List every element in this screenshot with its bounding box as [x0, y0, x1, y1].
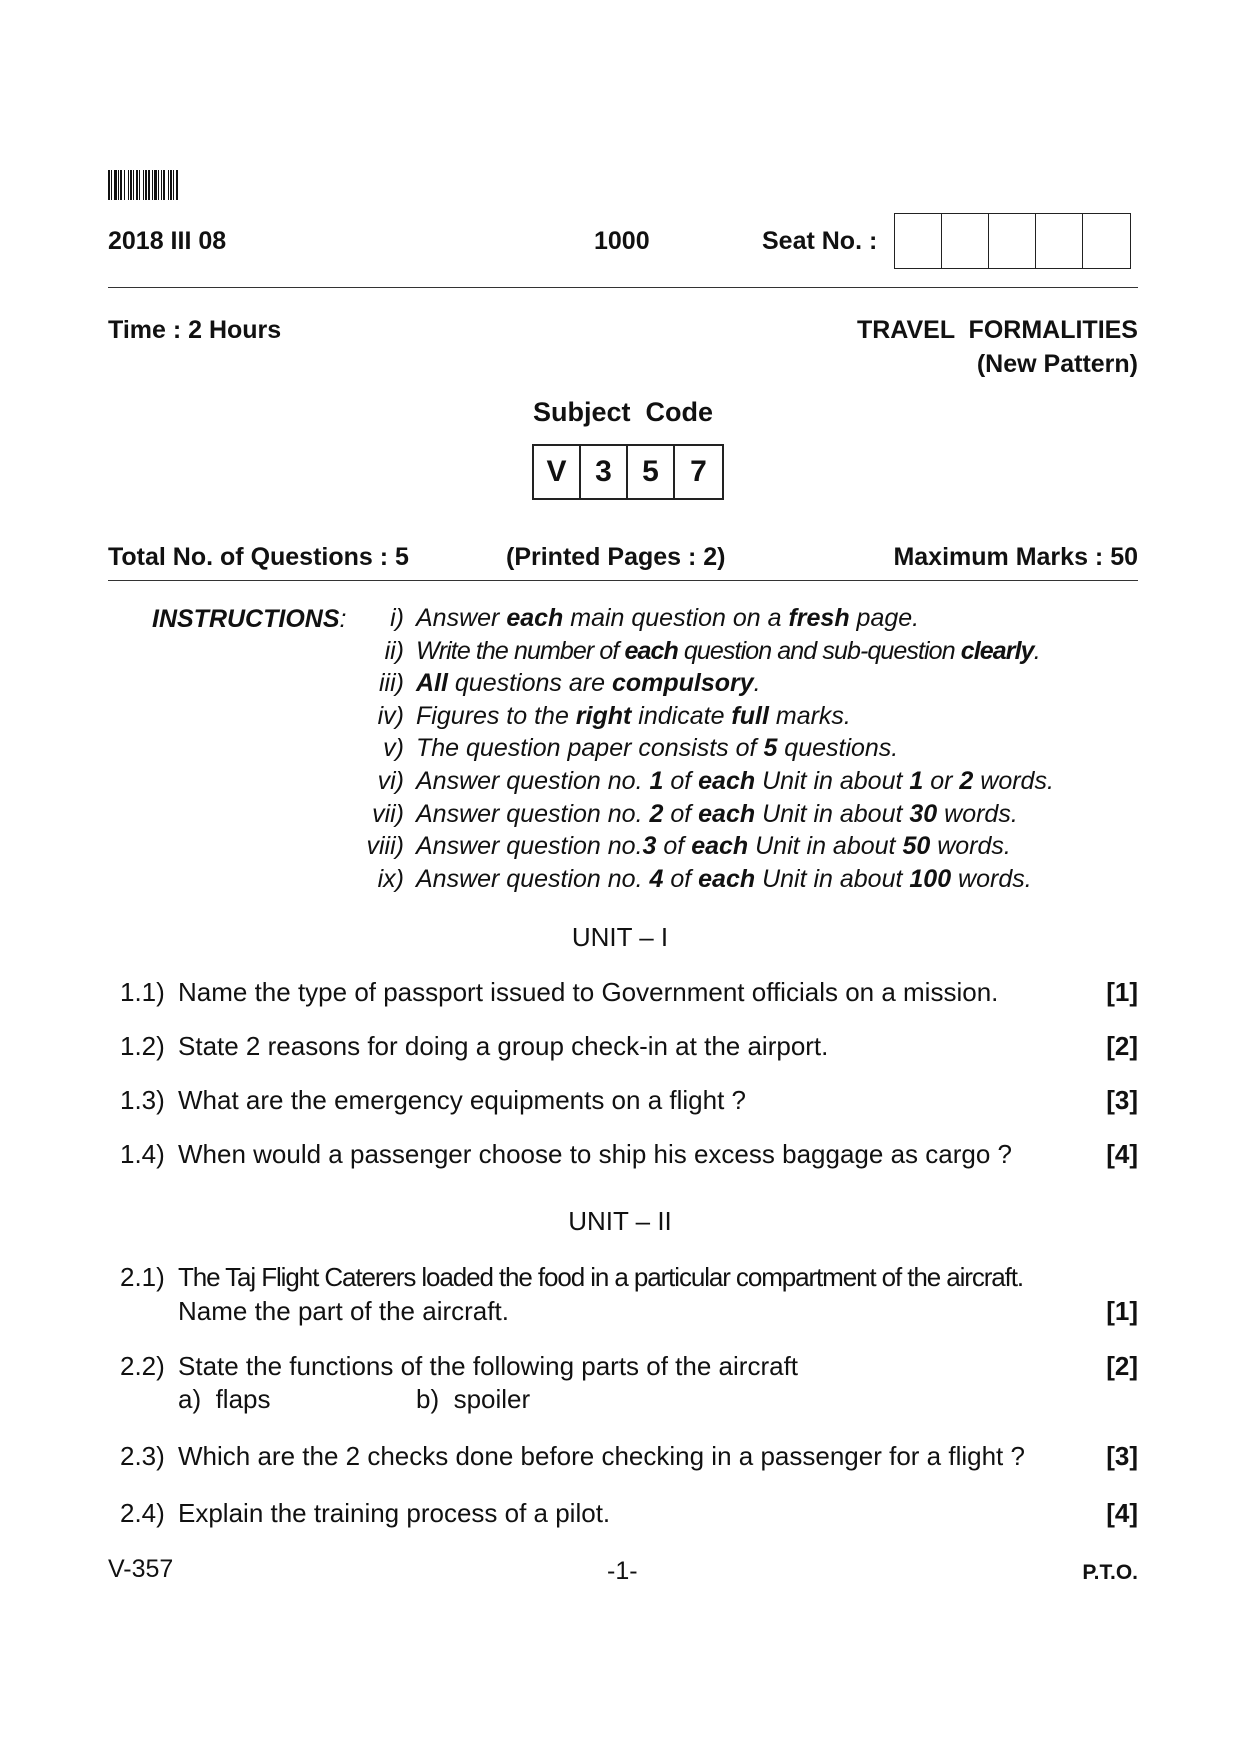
instruction-fragment: Answer: [416, 604, 507, 632]
instruction-emphasis: each: [506, 604, 564, 632]
question-text: State 2 reasons for doing a group check-in at the airport.: [178, 1031, 829, 1061]
instruction-item: [0, 767, 1240, 799]
instruction-text: [416, 767, 1054, 796]
instruction-emphasis: 100: [909, 864, 952, 893]
maximum-marks: Maximum Marks : 50: [893, 543, 1138, 571]
instruction-fragment: Write the number of: [416, 636, 625, 665]
seat-number-box[interactable]: [1036, 214, 1083, 268]
seat-number-box[interactable]: [989, 214, 1036, 268]
question-text: When would a passenger choose to ship his excess baggage as cargo ?: [178, 1139, 1012, 1169]
instruction-text: [416, 637, 1040, 666]
option-a: a) flaps: [178, 1384, 271, 1414]
instruction-fragment: of: [663, 799, 699, 828]
seat-number-box[interactable]: [895, 214, 942, 268]
subject-code-char: 3: [581, 446, 628, 498]
instruction-fragment: .: [753, 669, 761, 698]
instruction-text: [416, 832, 1011, 861]
subject-code-boxes: [532, 444, 724, 500]
totals-divider: [108, 580, 1138, 581]
header-divider: [108, 287, 1138, 288]
instruction-number: viii): [366, 832, 404, 861]
subject-code-char: V: [534, 446, 581, 498]
instruction-fragment: Answer question no.: [416, 767, 650, 795]
page-number: -1-: [607, 1557, 638, 1585]
seat-number-boxes[interactable]: [894, 213, 1131, 269]
instruction-text: [416, 604, 919, 633]
instruction-item: [0, 604, 1240, 636]
paper-code: 2018 III 08: [108, 227, 227, 255]
question-text: The Taj Flight Caterers loaded the food in a particular compartment of the aircraft.: [178, 1262, 1024, 1292]
instruction-fragment: question and sub-question: [677, 636, 961, 665]
instruction-emphasis: 2: [959, 767, 974, 795]
instruction-fragment: of: [663, 864, 699, 893]
question-text: What are the emergency equipments on a flight ?: [178, 1085, 746, 1115]
instruction-fragment: words.: [930, 832, 1011, 861]
question-text: State the functions of the following parts of the aircraft: [178, 1351, 799, 1381]
instruction-fragment: questions.: [777, 734, 899, 763]
instruction-item: [0, 800, 1240, 832]
instruction-item: [0, 702, 1240, 734]
instruction-text: [416, 702, 851, 731]
instruction-emphasis: 3: [642, 832, 657, 861]
instruction-emphasis: 1: [649, 767, 664, 795]
question-marks: [4]: [1106, 1498, 1138, 1528]
instruction-number: v): [383, 734, 404, 763]
printed-pages: (Printed Pages : 2): [506, 543, 726, 571]
instruction-fragment: Figures to the: [416, 701, 576, 730]
subject-code-char: 5: [628, 446, 675, 498]
seat-number-box[interactable]: [942, 214, 989, 268]
instruction-emphasis: 4: [649, 864, 664, 893]
instruction-text: [416, 669, 761, 698]
instruction-emphasis: each: [691, 832, 749, 861]
question-marks: [2]: [1106, 1031, 1138, 1061]
question-text: Explain the training process of a pilot.: [178, 1498, 611, 1528]
instruction-emphasis: 1: [909, 767, 924, 795]
instruction-emphasis: 2: [649, 799, 664, 828]
instruction-item: [0, 669, 1240, 701]
question-number: 1.2): [120, 1031, 165, 1061]
instruction-number: i): [390, 604, 404, 632]
instruction-text: [416, 800, 1018, 829]
instruction-item: [0, 832, 1240, 864]
option-b: b) spoiler: [416, 1384, 531, 1414]
barcode: [108, 170, 248, 200]
instruction-fragment: words.: [937, 799, 1018, 828]
instruction-emphasis: right: [575, 701, 632, 730]
instruction-fragment: indicate: [631, 701, 732, 730]
question-number: 1.3): [120, 1085, 165, 1115]
instruction-emphasis: each: [698, 864, 756, 893]
question-marks: [3]: [1106, 1085, 1138, 1115]
question-number: 2.2): [120, 1351, 165, 1381]
question-text-continued: Name the part of the aircraft.: [178, 1296, 509, 1326]
question-text: Name the type of passport issued to Government officials on a mission.: [178, 977, 999, 1007]
seat-number-box[interactable]: [1083, 214, 1130, 268]
instruction-text: [416, 865, 1032, 894]
instruction-fragment: words.: [951, 864, 1032, 893]
instruction-number: iv): [377, 701, 404, 730]
instruction-fragment: Answer question no.: [416, 799, 650, 828]
exam-time: Time : 2 Hours: [108, 316, 282, 344]
unit-2-heading: UNIT – II: [568, 1206, 672, 1236]
barcode-bar: [178, 170, 179, 200]
question-number: 1.4): [120, 1139, 165, 1169]
subject-pattern: (New Pattern): [976, 350, 1138, 378]
question-number: 2.1): [120, 1262, 165, 1292]
instruction-emphasis: each: [698, 767, 756, 795]
instruction-fragment: of: [656, 832, 692, 861]
instruction-emphasis: 5: [763, 734, 778, 763]
instruction-fragment: words.: [973, 767, 1054, 795]
instruction-item: [0, 637, 1240, 669]
instruction-number: iii): [379, 669, 404, 698]
question-marks: [4]: [1106, 1139, 1138, 1169]
instruction-emphasis: fresh: [788, 604, 850, 632]
question-text: Which are the 2 checks done before checking in a passenger for a flight ?: [178, 1441, 1025, 1471]
instruction-emphasis: clearly: [960, 636, 1034, 665]
instruction-item: [0, 865, 1240, 897]
instructions-label: INSTRUCTIONS: [152, 605, 340, 633]
please-turn-over: P.T.O.: [1082, 1561, 1138, 1584]
subject-code-label: Subject Code: [533, 397, 714, 427]
instruction-fragment: Unit in about: [755, 864, 910, 893]
instruction-fragment: questions are: [447, 669, 612, 698]
instruction-fragment: or: [923, 767, 960, 795]
question-marks: [2]: [1106, 1351, 1138, 1381]
instruction-fragment: marks.: [768, 701, 851, 730]
instruction-number: ii): [384, 636, 404, 665]
footer-code: V-357: [108, 1555, 174, 1583]
instruction-fragment: Unit in about: [748, 832, 903, 861]
total-questions: Total No. of Questions : 5: [108, 543, 409, 571]
instruction-fragment: Answer question no.: [416, 832, 643, 861]
paper-count: 1000: [594, 227, 650, 255]
instruction-number: vi): [377, 767, 404, 795]
unit-1-heading: UNIT – I: [571, 922, 669, 952]
instruction-fragment: .: [1033, 636, 1040, 665]
instruction-fragment: main question on a: [563, 604, 789, 632]
instruction-fragment: Answer question no.: [416, 864, 650, 893]
instruction-fragment: of: [663, 767, 699, 795]
question-marks: [3]: [1106, 1441, 1138, 1471]
instruction-number: ix): [377, 864, 404, 893]
question-marks: [1]: [1106, 1296, 1138, 1326]
instruction-emphasis: each: [624, 636, 678, 665]
instruction-item: [0, 734, 1240, 766]
question-number: 1.1): [120, 977, 165, 1007]
subject-code-char: 7: [690, 455, 707, 488]
subject-title: TRAVEL FORMALITIES: [856, 316, 1138, 344]
instruction-fragment: page.: [849, 604, 920, 632]
question-number: 2.3): [120, 1441, 165, 1471]
instruction-emphasis: compulsory: [611, 669, 754, 698]
instructions-colon: :: [339, 605, 347, 633]
instruction-emphasis: All: [416, 669, 448, 698]
instruction-fragment: Unit in about: [755, 767, 910, 795]
question-number: 2.4): [120, 1498, 165, 1528]
instruction-fragment: The question paper consists of: [416, 734, 764, 763]
instruction-emphasis: each: [698, 799, 756, 828]
seat-number-label: Seat No. :: [762, 227, 878, 255]
instruction-fragment: Unit in about: [755, 799, 910, 828]
question-marks: [1]: [1106, 977, 1138, 1007]
instruction-emphasis: 30: [909, 799, 938, 828]
instruction-emphasis: 50: [902, 832, 931, 861]
instruction-text: [416, 734, 898, 763]
instruction-number: vii): [372, 799, 404, 828]
instruction-emphasis: full: [731, 701, 769, 730]
